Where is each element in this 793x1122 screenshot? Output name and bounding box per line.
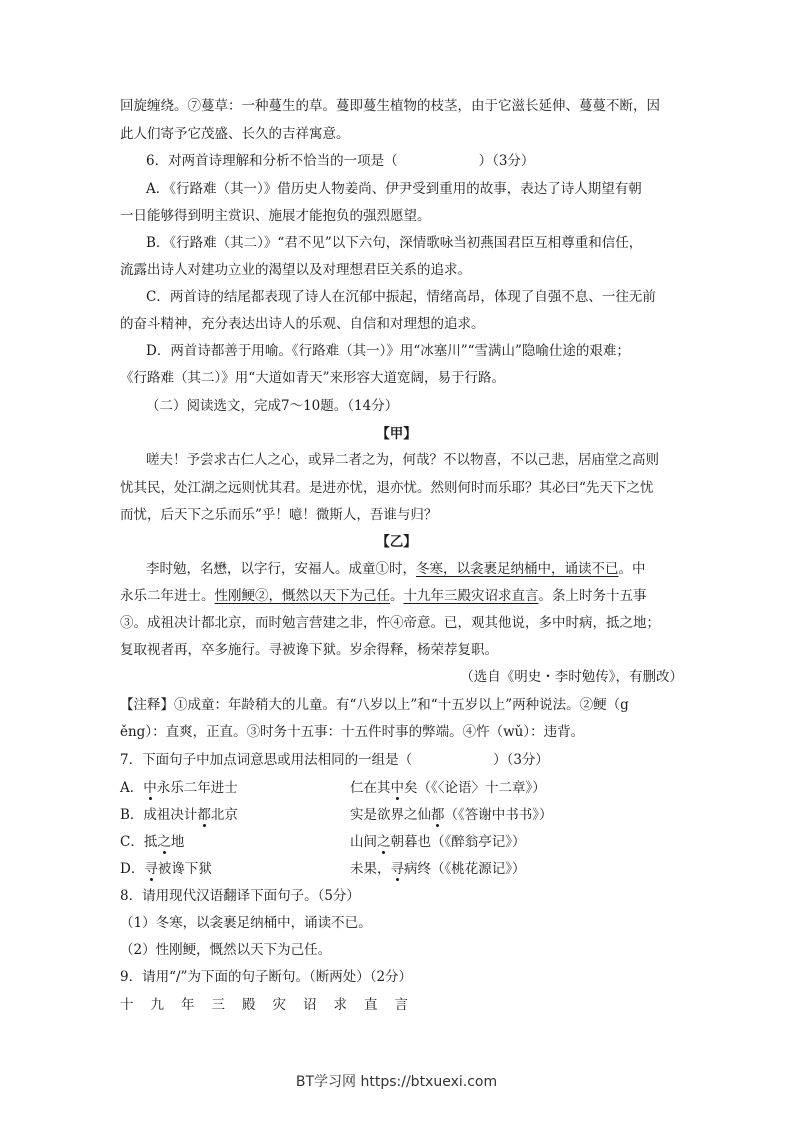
q6-option-a: A．《行路难（其一）》借历史人物姜尚、伊尹受到重用的故事，表达了诗人期望有朝 (146, 181, 642, 197)
yi-line-1-end: 。中 (618, 561, 646, 577)
note-line-1: 回旋缠绕。⑦蔓草：一种蔓生的草。蔓即蔓生植物的枝茎，由于它滋长延伸、蔓蔓不断，因 (120, 98, 660, 114)
q7-stem: 7．下面句子中加点词意思或用法相同的一组是（ ）（3分） (120, 752, 549, 768)
q7-option-c-right: 山间之朝暮也（《醉翁亭记》） (350, 834, 526, 850)
q7-option-d-left: D．寻被谗下狱 (120, 861, 212, 877)
dotted-word: 之 (157, 834, 171, 850)
q7-option-d-right: 未果，寻病终（《桃花源记》） (350, 861, 526, 877)
jia-title: 【甲】 (376, 426, 417, 442)
q7-option-a-left: A．中永乐二年进士 (120, 780, 238, 796)
q6-option-d: D．两首诗都善于用喻。《行路难（其一）》用“冰塞川”“雪满山”隐喻仕途的艰难； (146, 343, 630, 359)
yi-line-3: ③。成祖决计都北京，而时勉言营建之非，忤④帝意。已，观其他说，多中时病，抵之地； (120, 615, 660, 631)
q6-option-c: C．两首诗的结尾都表现了诗人在沉郁中振起，情绪高昂，体现了自强不息、一往无前 (146, 289, 656, 305)
yi-underlined-sentence-2: 性刚鲠②，慨然以天下为己任 (214, 588, 390, 604)
section-heading: （二）阅读选文，完成7～10题。（14分） (146, 398, 399, 414)
jia-line-2: 忧其民，处江湖之远则忧其君。是进亦忧，退亦忧。然则何时而乐耶？其必曰“先天下之忧 (120, 480, 654, 496)
q6-option-d-cont: 《行路难（其二）》用“大道如青天”来形容大道宽阔，易于行路。 (120, 370, 506, 386)
dotted-word: 中 (143, 780, 157, 796)
q6-option-b: B．《行路难（其二）》“君不见”以下六句，深情歌咏当初燕国君臣互相尊重和信任， (146, 235, 643, 251)
notes-line-2: ěng）：直爽，正直。③时务十五事：十五件时事的弊端。④忤（wǔ）：违背。 (120, 724, 585, 740)
footer-watermark: BT学习网 https://btxuexi.com (295, 1074, 498, 1090)
yi-underlined-sentence-3: 十九年三殿灾诏求直言 (403, 588, 539, 604)
q7-option-b-left: B．成祖决计都北京 (120, 807, 238, 823)
yi-source: （选自《明史・李时勉传》，有删改） (460, 669, 683, 685)
q6-option-a-cont: 一日能够得到明主赏识、施展才能抱负的强烈愿望。 (120, 208, 431, 224)
q6-stem: 6．对两首诗理解和分析不恰当的一项是（ ）（3分） (146, 153, 535, 169)
jia-line-1: 嗟夫！予尝求古仁人之心，或异二者之为，何哉？不以物喜，不以己悲，居庙堂之高则 (146, 452, 659, 468)
yi-line-2-text: 永乐二年进士。 (120, 588, 215, 604)
dotted-word: 都 (431, 807, 445, 823)
dotted-word: 中 (390, 780, 404, 796)
yi-line-1-text: 李时勉，名懋，以字行，安福人。成童①时， (146, 561, 416, 577)
yi-line-2-end: 。条上时务十五事 (538, 588, 647, 604)
q8-sentence-1: （1）冬寒，以衾裹足纳桶中，诵读不已。 (120, 915, 372, 931)
q9-sentence: 十九年三殿灾诏求直言 (120, 997, 425, 1013)
q8-sentence-2: （2）性刚鲠，慨然以天下为己任。 (120, 942, 332, 958)
q6-option-b-cont: 流露出诗人对建功立业的渴望以及对理想君臣关系的追求。 (120, 262, 471, 278)
notes-line-1: 【注释】①成童：年龄稍大的儿童。有“八岁以上”和“十五岁以上”两种说法。②鲠（g (120, 697, 629, 713)
yi-line-4: 复取视者再，卒多施行。寻被谗下狱。岁余得释，杨荣荐复职。 (120, 642, 498, 658)
dotted-word: 都 (197, 807, 211, 823)
dotted-word: 寻 (390, 861, 404, 877)
q7-option-a-right: 仁在其中矣（《〈论语〉十二章》） (350, 780, 546, 796)
q7-option-b-right: 实是欲界之仙都（《答谢中书书》） (350, 807, 553, 823)
jia-line-3: 而忧，后天下之乐而乐”乎！噫！微斯人，吾谁与归？ (120, 507, 438, 523)
q9-stem: 9．请用“/”为下面的句子断句。（断两处）（2分） (120, 969, 413, 985)
yi-title: 【乙】 (376, 534, 417, 550)
note-line-2: 此人们寄予它茂盛、长久的吉祥寓意。 (120, 126, 350, 142)
dotted-word: 寻 (144, 861, 158, 877)
q7-option-c-left: C．抵之地 (120, 834, 185, 850)
yi-underlined-sentence-1: 冬寒，以衾裹足纳桶中，诵读不已 (416, 561, 619, 577)
dotted-word: 之 (377, 834, 391, 850)
yi-line-2-mid: 。 (390, 588, 404, 604)
yi-line-1 (146, 560, 646, 578)
q8-stem: 8．请用现代汉语翻译下面句子。（5分） (120, 888, 360, 904)
q6-option-c-cont: 的奋斗精神，充分表达出诗人的乐观、自信和对理想的追求。 (120, 316, 485, 332)
yi-line-2 (120, 587, 647, 605)
